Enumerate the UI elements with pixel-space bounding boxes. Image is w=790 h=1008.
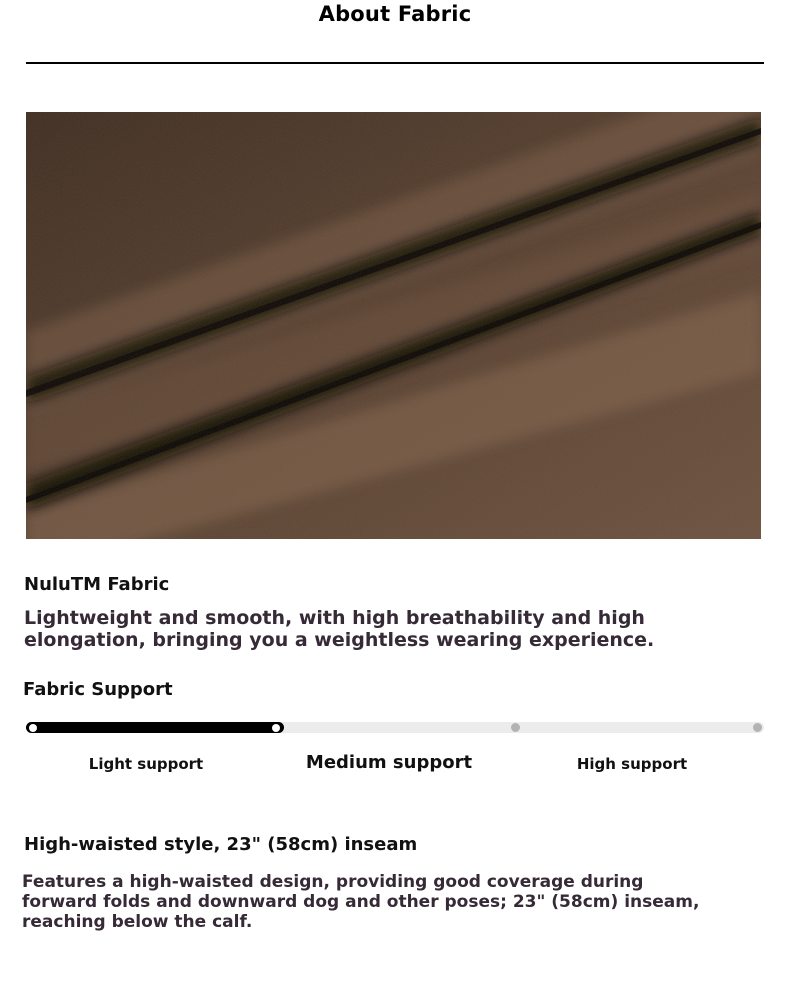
support-level-medium: Medium support: [305, 752, 473, 773]
fabric-support-title: Fabric Support: [23, 679, 173, 700]
support-marker-end: [753, 723, 762, 732]
style-description: Features a high-waisted design, providing good coverage during forward folds and downward dog and other poses; 23" (58cm) inseam, reaching below the calf.: [22, 872, 700, 932]
fabric-image: [26, 112, 761, 539]
fabric-description: Lightweight and smooth, with high breathability and high elongation, bringing you a weightless wearing experience.: [24, 607, 655, 651]
support-level-light: Light support: [88, 755, 204, 773]
support-level-fill: [26, 722, 284, 733]
page-title: About Fabric: [318, 2, 472, 26]
support-marker-high: [511, 723, 520, 732]
divider: [26, 62, 764, 64]
style-title: High-waisted style, 23" (58cm) inseam: [24, 834, 418, 855]
support-end-knob: [272, 724, 280, 732]
fabric-name: NuluTM Fabric: [24, 574, 170, 595]
support-start-knob: [29, 724, 37, 732]
support-level-high: High support: [576, 755, 688, 773]
